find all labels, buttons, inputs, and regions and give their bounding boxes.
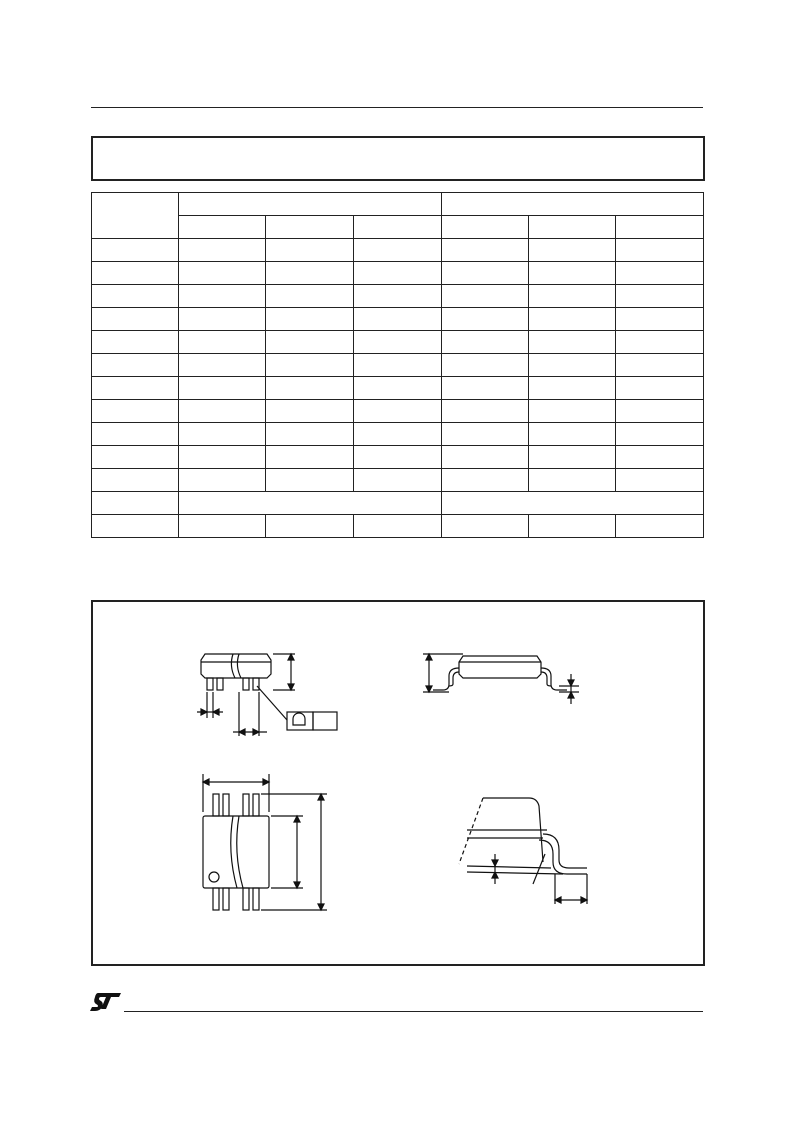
subheader-cell: [529, 216, 616, 239]
table-row: [92, 400, 704, 423]
table-title-box: [91, 136, 705, 181]
top-view-drawing: [203, 774, 327, 910]
package-drawing-box: [91, 600, 705, 966]
table-subheader-row: [92, 216, 704, 239]
subheader-cell: [179, 216, 266, 239]
table-row: [92, 239, 704, 262]
table-header-row: [92, 193, 704, 216]
table-row: [92, 423, 704, 446]
table-row: [92, 285, 704, 308]
subheader-cell: [354, 216, 442, 239]
lead-detail-drawing: [459, 798, 587, 904]
header-cell-dim: [92, 193, 179, 239]
table-row: [92, 377, 704, 400]
subheader-cell: [266, 216, 354, 239]
table-row: [92, 308, 704, 331]
end-view-drawing: [197, 654, 337, 736]
header-cell-inch: [442, 193, 704, 216]
header-rule: [91, 107, 703, 108]
table-row: [92, 354, 704, 377]
table-row: [92, 446, 704, 469]
table-row: [92, 515, 704, 538]
table-row-merged: [92, 492, 704, 515]
side-view-drawing: [423, 654, 579, 704]
footer-rule: [124, 1011, 703, 1012]
table-row: [92, 331, 704, 354]
package-outline-drawing: [93, 602, 703, 964]
table-row: [92, 469, 704, 492]
package-dimension-table: [91, 192, 704, 538]
header-cell-mm: [179, 193, 442, 216]
table-row: [92, 262, 704, 285]
subheader-cell: [616, 216, 704, 239]
subheader-cell: [442, 216, 529, 239]
st-logo-icon: [90, 992, 122, 1012]
